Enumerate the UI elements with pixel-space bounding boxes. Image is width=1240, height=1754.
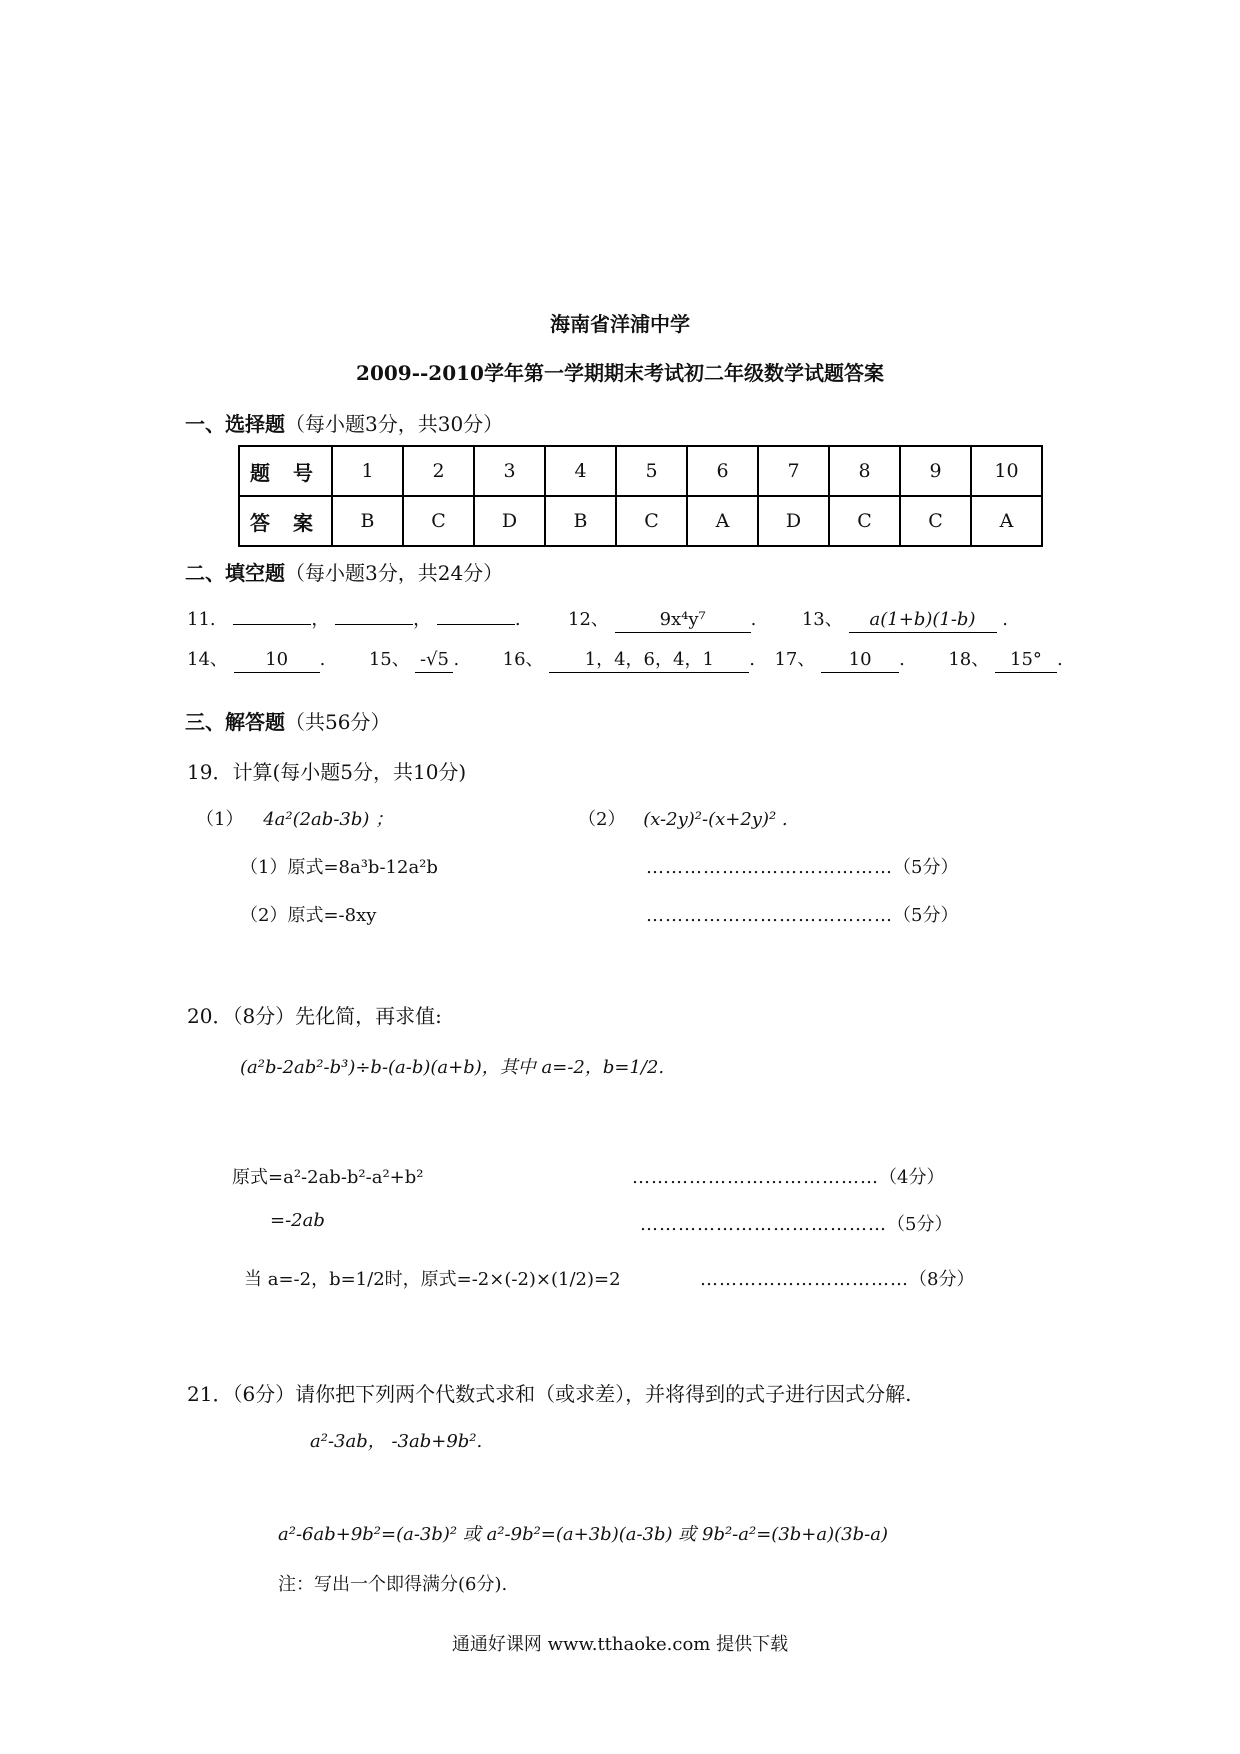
answer-table — [238, 445, 1043, 547]
q20-score-1-line: …………………………………（4分） — [632, 1167, 945, 1188]
section3-note: （共56分） — [285, 710, 391, 734]
table-cell: B — [332, 496, 403, 546]
table-cell: D — [474, 496, 545, 546]
fill-row-2: 14、 10 . 15、 -√5 . 16、 1，4，6，4，1 . 17、 10 . 18、 15° . — [187, 645, 1063, 673]
section1-note: （每小题3分，共30分） — [285, 412, 504, 436]
school-name: 海南省洋浦中学 — [550, 312, 690, 336]
q20-score-1: （4分） — [879, 1167, 945, 1188]
q18-answer: 15° — [995, 648, 1057, 673]
section2-note: （每小题3分，共24分） — [285, 561, 504, 585]
q19-p1-label: （1） — [196, 809, 244, 830]
q21-title: 21．（6分）请你把下列两个代数式求和（或求差），并将得到的式子进行因式分解. — [187, 1382, 912, 1406]
q20-step-3: 当 a=-2，b=1/2时，原式=-2×(-2)×(1/2)=2 — [244, 1269, 621, 1290]
q17-answer: 10 — [821, 648, 899, 673]
section1-label: 一、选择题 — [185, 412, 285, 436]
q11-blank-3 — [437, 600, 515, 625]
q20-score-3-line: ……………………………（8分） — [700, 1269, 975, 1290]
table-row — [239, 496, 1042, 546]
q19-p2-label: （2） — [578, 809, 626, 830]
section2-label: 二、填空题 — [185, 561, 285, 585]
q14-number: 14、 — [187, 649, 228, 670]
q21-expr: a²-3ab， -3ab+9b². — [310, 1431, 483, 1452]
q11-blank-2 — [335, 600, 413, 625]
table-cell: 2 — [403, 446, 474, 496]
table-cell: A — [687, 496, 758, 546]
q19-part2 — [578, 805, 788, 831]
q18-number: 18、 — [948, 649, 990, 670]
q13-number: 13、 — [801, 609, 843, 630]
table-cell: 6 — [687, 446, 758, 496]
q19-title: 19．计算(每小题5分，共10分) — [187, 760, 467, 784]
table-cell: 1 — [332, 446, 403, 496]
section3-label: 三、解答题 — [185, 710, 285, 734]
q20-score-3: （8分） — [909, 1269, 975, 1290]
q19-answer-2: （2）原式=-8xy — [240, 905, 377, 926]
q20-expr: (a²b-2ab²-b³)÷b-(a-b)(a+b)，其中 a=-2，b=1/2. — [240, 1057, 665, 1078]
table-row — [239, 446, 1042, 496]
q19-score-1-line: …………………………………（5分） — [646, 857, 959, 878]
q12-number: 12、 — [568, 609, 609, 630]
fill-row-1: 11. ， ， . 12、 9x⁴y⁷ . 13、 a(1+b)(1-b) . — [187, 600, 1008, 633]
q19-p1-expr: 4a²(2ab-3b) ； — [263, 809, 394, 830]
table-cell: C — [616, 496, 687, 546]
table-cell: B — [545, 496, 616, 546]
section2-heading — [185, 557, 503, 586]
q11-number: 11. — [187, 609, 216, 630]
q21-note: 注：写出一个即得满分(6分). — [278, 1574, 508, 1595]
q20-step-2: =-2ab — [270, 1210, 325, 1231]
q20-step-1: 原式=a²-2ab-b²-a²+b² — [232, 1167, 424, 1188]
q15-answer: -√5 — [415, 648, 453, 673]
q19-score-2-line: …………………………………（5分） — [646, 905, 959, 926]
section1-heading — [185, 408, 503, 437]
q19-answer-1: （1）原式=8a³b-12a²b — [240, 857, 438, 878]
table-cell: 10 — [971, 446, 1042, 496]
q17-number: 17、 — [774, 649, 816, 670]
q19-score-1: （5分） — [893, 857, 959, 878]
q11-blank-1 — [233, 600, 311, 625]
table-cell: C — [900, 496, 971, 546]
table-cell: D — [758, 496, 829, 546]
q20-score-2-line: …………………………………（5分） — [640, 1214, 953, 1235]
q16-number: 16、 — [502, 649, 544, 670]
q12-answer: 9x⁴y⁷ — [615, 608, 751, 633]
q19-score-2: （5分） — [893, 905, 959, 926]
q14-answer: 10 — [234, 648, 320, 673]
q21-answer: a²-6ab+9b²=(a-3b)² 或 a²-9b²=(a+3b)(a-3b) 或 9b²-a²=(3b+a)(3b-a) — [278, 1524, 888, 1545]
table-cell: 5 — [616, 446, 687, 496]
footer-credit: 通通好课网 www.tthaoke.com 提供下载 — [451, 1634, 789, 1655]
q19-p2-expr: (x-2y)²-(x+2y)² . — [643, 809, 788, 830]
table-cell: C — [403, 496, 474, 546]
q20-score-2: （5分） — [887, 1214, 953, 1235]
q16-answer: 1，4，6，4，1 — [549, 648, 749, 673]
table-cell: 7 — [758, 446, 829, 496]
q20-title: 20．（8分）先化简，再求值: — [187, 1004, 442, 1028]
row-header-number: 题 号 — [239, 446, 332, 496]
table-cell: 8 — [829, 446, 900, 496]
page-title: 2009--2010学年第一学期期末考试初二年级数学试题答案 — [356, 361, 884, 385]
q19-part1 — [196, 805, 393, 831]
table-cell: C — [829, 496, 900, 546]
table-cell: A — [971, 496, 1042, 546]
section3-heading — [185, 706, 390, 735]
row-header-answer: 答 案 — [239, 496, 332, 546]
table-cell: 4 — [545, 446, 616, 496]
table-cell: 3 — [474, 446, 545, 496]
table-cell: 9 — [900, 446, 971, 496]
q13-answer: a(1+b)(1-b) — [849, 608, 997, 633]
q15-number: 15、 — [368, 649, 410, 670]
